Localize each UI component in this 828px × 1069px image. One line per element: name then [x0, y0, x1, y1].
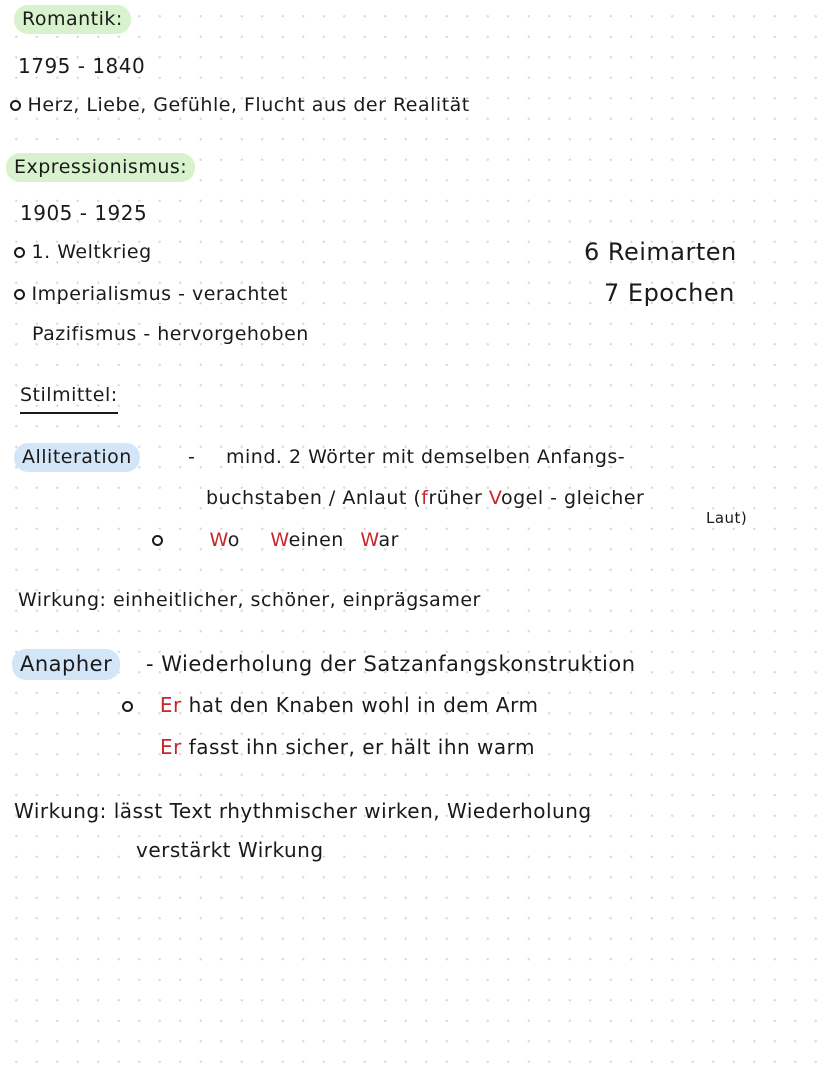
highlight-letter: f	[421, 487, 429, 509]
anapher-term-text: Anapher	[12, 649, 120, 680]
side-note-reimarten: 6 Reimarten	[584, 238, 737, 266]
alliteration-definition-line1: mind. 2 Wörter mit demselben Anfangs-	[226, 446, 626, 468]
bullet-icon	[152, 535, 163, 546]
example-word-rest: o	[227, 529, 240, 551]
example-word-rest: rüher	[428, 487, 483, 509]
anapher-wirkung-line1: Wirkung: lässt Text rhythmischer wirken, Wiederholung	[14, 799, 592, 823]
romantik-point	[10, 96, 470, 115]
highlight-letter: V	[488, 487, 501, 509]
bullet-icon	[14, 247, 25, 258]
anapher-definition: - Wiederholung der Satzanfangskonstruktion	[146, 652, 636, 676]
example-line-rest: hat den Knaben wohl in dem Arm	[181, 693, 539, 717]
expressionismus-title	[6, 158, 195, 177]
expressionismus-point-2-text: Imperialismus - verachtet	[31, 283, 288, 305]
alliteration-term-text: Alliteration	[14, 443, 140, 472]
alliteration-term	[14, 448, 140, 467]
romantik-years: 1795 - 1840	[18, 54, 146, 78]
expressionismus-point-3: Pazifismus - hervorgehoben	[32, 323, 309, 345]
alliteration-dash: -	[188, 446, 196, 468]
highlight-word: Er	[159, 693, 182, 717]
stilmittel-title	[20, 386, 118, 405]
alliteration-wirkung: Wirkung: einheitlicher, schöner, einprägsamer	[18, 589, 481, 611]
stilmittel-title-text: Stilmittel:	[20, 384, 118, 414]
romantik-title	[14, 10, 131, 29]
bullet-icon	[10, 100, 21, 111]
alliteration-example	[152, 531, 399, 550]
definition-text-a: buchstaben / Anlaut (	[206, 487, 422, 509]
highlight-letter: W	[360, 529, 379, 551]
expressionismus-point-2	[14, 285, 288, 304]
romantik-point-text: Herz, Liebe, Gefühle, Flucht aus der Realität	[27, 94, 470, 116]
example-line-rest: fasst ihn sicher, er hält ihn warm	[181, 735, 536, 759]
example-word-rest: ogel	[500, 487, 544, 509]
expressionismus-point-1-text: 1. Weltkrieg	[31, 241, 152, 263]
alliteration-definition-line3: Laut)	[706, 509, 748, 527]
anapher-example-line1	[122, 695, 538, 715]
romantik-title-text: Romantik:	[14, 5, 131, 34]
example-word-rest: ar	[378, 529, 399, 551]
bullet-icon	[14, 289, 25, 300]
anapher-wirkung-line2: verstärkt Wirkung	[136, 838, 324, 862]
expressionismus-years: 1905 - 1925	[20, 201, 148, 225]
alliteration-definition-line2	[206, 489, 644, 508]
definition-text-b: - gleicher	[543, 487, 645, 509]
expressionismus-title-text: Expressionismus:	[6, 153, 195, 182]
bullet-icon	[122, 701, 133, 712]
anapher-example-line2	[160, 737, 535, 757]
anapher-term	[12, 654, 120, 675]
expressionismus-point-1	[14, 243, 152, 262]
highlight-letter: W	[209, 529, 228, 551]
highlight-letter: W	[270, 529, 289, 551]
side-note-epochen: 7 Epochen	[604, 279, 735, 307]
example-word-rest: einen	[288, 529, 344, 551]
highlight-word: Er	[160, 735, 182, 759]
